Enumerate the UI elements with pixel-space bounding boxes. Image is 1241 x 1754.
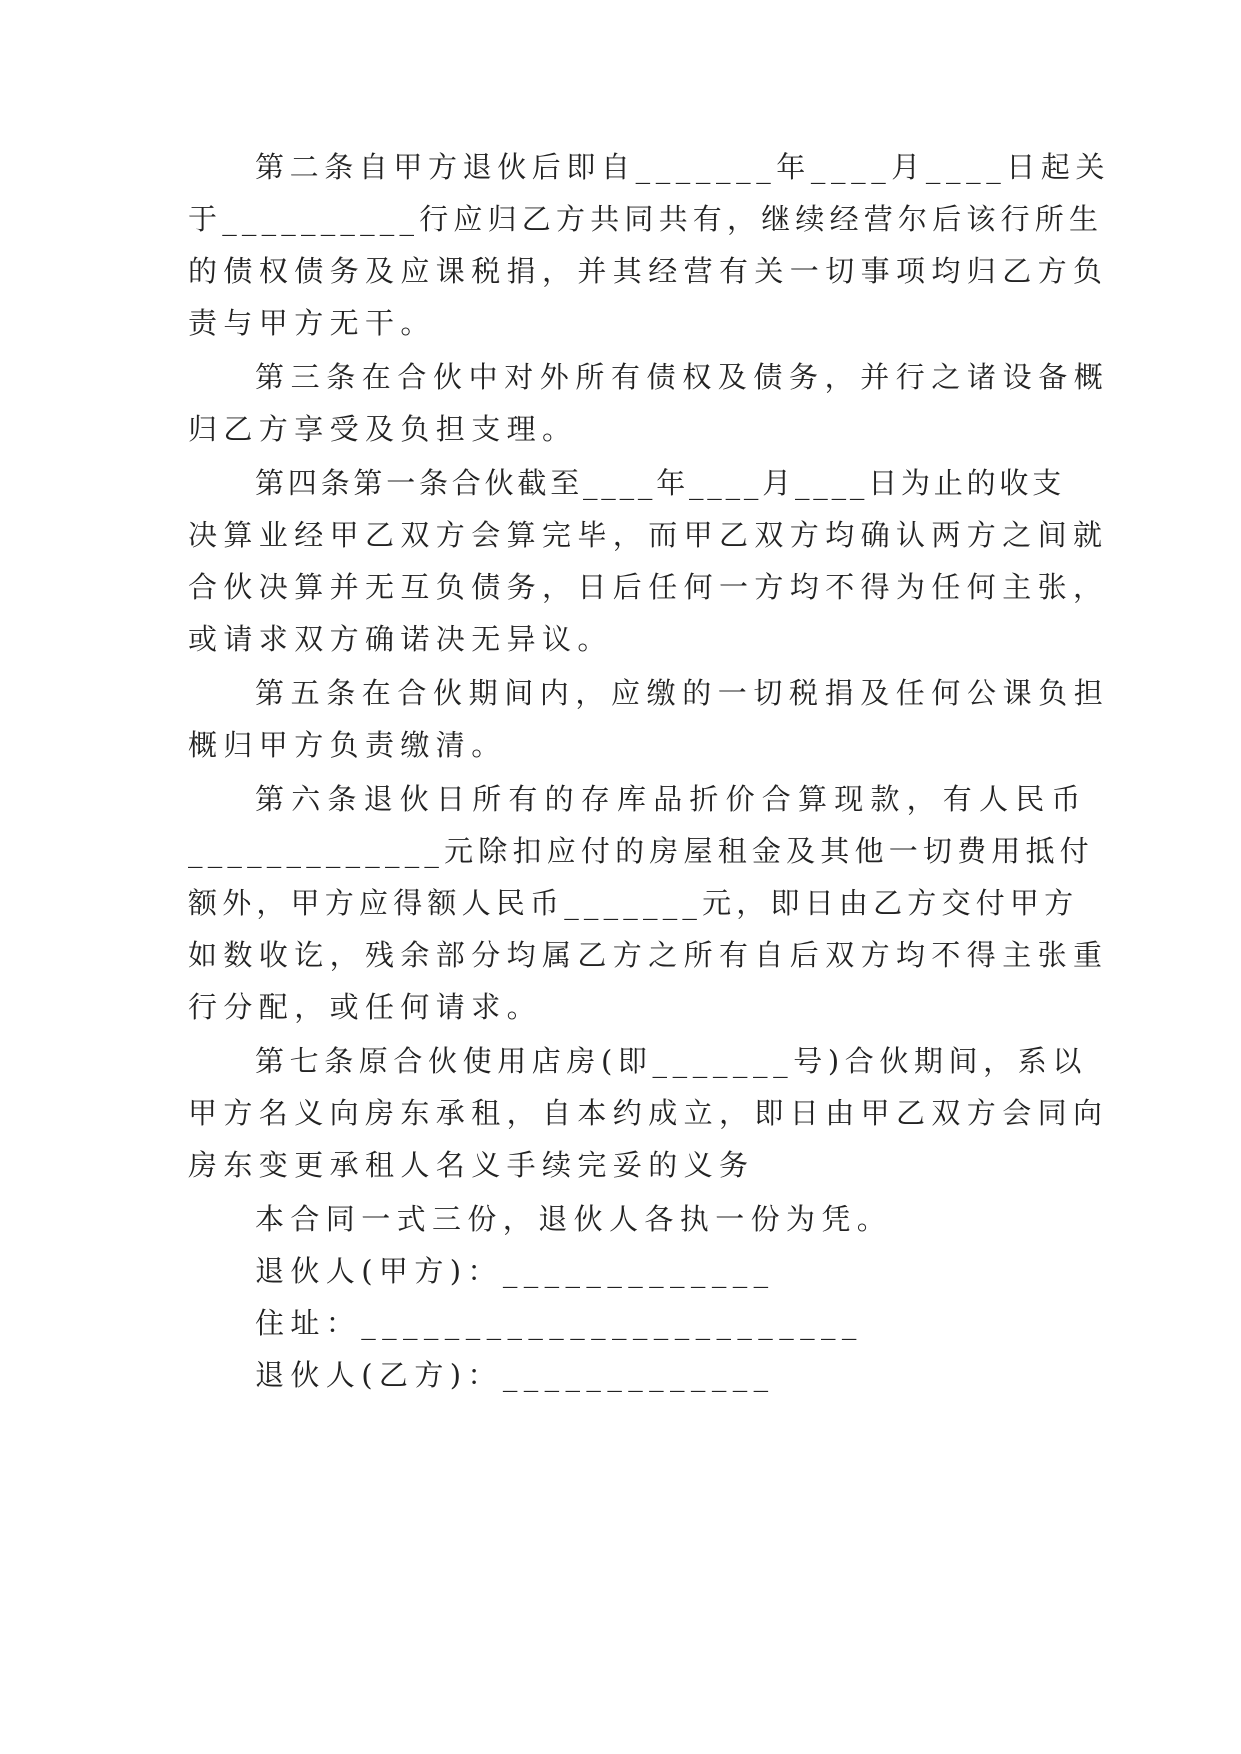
article-4-line-4: 或请求双方确诺决无异议。: [188, 622, 613, 656]
article-6-line-1: 第六条退伙日所有的存库品折价合算现款，有人民币: [255, 782, 1088, 816]
article-2-line-2: 于__________行应归乙方共同共有，继续经营尔后该行所生: [188, 202, 1104, 236]
article-2-line-4: 责与甲方无干。: [188, 306, 436, 340]
signatory-party-b: 退伙人(乙方)：_____________: [255, 1358, 775, 1392]
article-7-line-2: 甲方名义向房东承租，自本约成立，即日由甲乙双方会同向: [188, 1096, 1109, 1130]
article-6-line-4: 如数收讫，残余部分均属乙方之所有自后双方均不得主张重: [188, 938, 1109, 972]
signatory-party-a: 退伙人(甲方)：_____________: [255, 1254, 775, 1288]
article-3-line-2: 归乙方享受及负担支理。: [188, 412, 578, 446]
article-4-line-3: 合伙决算并无互负债务，日后任何一方均不得为任何主张，: [188, 570, 1109, 604]
article-3-line-1: 第三条在合伙中对外所有债权及债务，并行之诸设备概: [255, 360, 1110, 394]
article-2-line-1: 第二条自甲方退伙后即自_______年____月____日起关: [255, 150, 1111, 184]
article-5-line-2: 概归甲方负责缴清。: [188, 728, 507, 762]
article-4-line-2: 决算业经甲乙双方会算完毕，而甲乙双方均确认两方之间就: [188, 518, 1109, 552]
article-7-line-3: 房东变更承租人名义手续完妥的义务: [188, 1148, 755, 1182]
article-6-line-2: _____________元除扣应付的房屋租金及其他一切费用抵付: [188, 834, 1094, 868]
article-4-line-1: 第四条第一条合伙截至____年____月____日为止的收支: [255, 466, 1066, 500]
article-2-line-3: 的债权债务及应课税捐，并其经营有关一切事项均归乙方负: [188, 254, 1109, 288]
article-5-line-1: 第五条在合伙期间内，应缴的一切税捐及任何公课负担: [255, 676, 1110, 710]
copies-clause: 本合同一式三份，退伙人各执一份为凭。: [255, 1202, 893, 1236]
address-line: 住址：________________________: [255, 1306, 863, 1340]
article-6-line-5: 行分配，或任何请求。: [188, 990, 543, 1024]
article-7-line-1: 第七条原合伙使用店房(即_______号)合伙期间，系以: [255, 1044, 1087, 1078]
article-6-line-3: 额外，甲方应得额人民币_______元，即日由乙方交付甲方: [188, 886, 1079, 920]
